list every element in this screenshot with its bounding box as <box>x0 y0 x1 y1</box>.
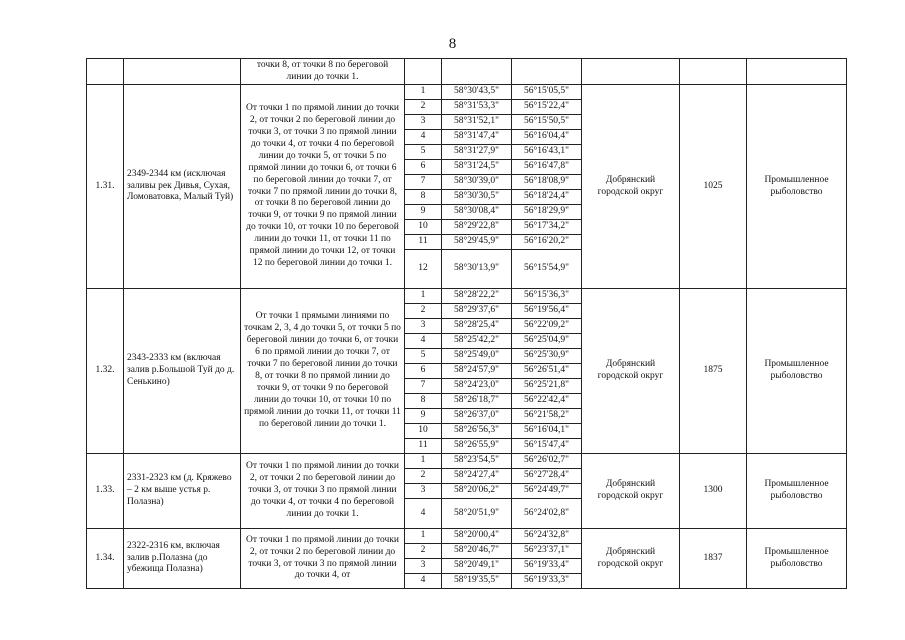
area-value: 1875 <box>680 289 747 454</box>
longitude: 56°22'42,4" <box>512 394 582 409</box>
latitude: 58°20'49,1" <box>442 559 512 574</box>
purpose: Промышленное рыболовство <box>747 289 847 454</box>
table-row <box>87 529 847 544</box>
longitude: 56°25'04,9" <box>512 334 582 349</box>
boundary-description-cell: точки 8, от точки 8 по береговой линии до точки 1. <box>241 59 405 85</box>
longitude: 56°25'30,9" <box>512 349 582 364</box>
longitude: 56°18'08,9" <box>512 175 582 190</box>
district: Добрянский городской округ <box>582 454 680 529</box>
longitude: 56°25'21,8" <box>512 379 582 394</box>
latitude: 58°28'25,4" <box>442 319 512 334</box>
latitude: 58°31'53,3" <box>442 100 512 115</box>
latitude: 58°29'45,9" <box>442 235 512 250</box>
point-number: 3 <box>405 484 442 499</box>
longitude: 56°18'29,9" <box>512 205 582 220</box>
purpose: Промышленное рыболовство <box>747 529 847 589</box>
point-number: 8 <box>405 394 442 409</box>
point-number: 2 <box>405 544 442 559</box>
point-number: 11 <box>405 439 442 454</box>
district: Добрянский городской округ <box>582 529 680 589</box>
section-number: 1.31. <box>87 85 124 289</box>
point-number: 5 <box>405 349 442 364</box>
page-number: 8 <box>448 36 457 52</box>
point-number: 3 <box>405 319 442 334</box>
latitude: 58°20'51,9" <box>442 499 512 529</box>
purpose: Промышленное рыболовство <box>747 85 847 289</box>
purpose: Промышленное рыболовство <box>747 454 847 529</box>
point-number: 5 <box>405 145 442 160</box>
longitude: 56°19'56,4" <box>512 304 582 319</box>
latitude: 58°24'57,9" <box>442 364 512 379</box>
section-number: 1.33. <box>87 454 124 529</box>
purpose-cell <box>747 59 847 85</box>
section-location: 2322-2316 км, включая залив р.Полазна (до убежища Полазна) <box>124 529 241 589</box>
latitude: 58°20'00,4" <box>442 529 512 544</box>
point-number: 9 <box>405 205 442 220</box>
fishing-areas-table <box>86 58 847 589</box>
latitude: 58°28'22,2" <box>442 289 512 304</box>
longitude: 56°19'33,3" <box>512 574 582 589</box>
point-number: 1 <box>405 529 442 544</box>
latitude: 58°30'43,5" <box>442 85 512 100</box>
latitude-cell <box>442 59 512 85</box>
point-number: 7 <box>405 379 442 394</box>
latitude: 58°29'37,6" <box>442 304 512 319</box>
point-number-cell <box>405 59 442 85</box>
point-number: 12 <box>405 250 442 289</box>
boundary-description: От точки 1 по прямой линии до точки 2, от точки 2 по береговой линии до точки 3, от точки 3 по прямой линии до точки 4, от <box>241 529 405 589</box>
longitude: 56°24'02,8" <box>512 499 582 529</box>
section-number: 1.32. <box>87 289 124 454</box>
point-number: 10 <box>405 424 442 439</box>
latitude: 58°31'27,9" <box>442 145 512 160</box>
longitude: 56°24'49,7" <box>512 484 582 499</box>
district: Добрянский городской округ <box>582 289 680 454</box>
latitude: 58°25'42,2" <box>442 334 512 349</box>
point-number: 4 <box>405 499 442 529</box>
boundary-description: От точки 1 прямыми линиями по точкам 2, 3, 4 до точки 5, от точки 5 по береговой линии до точки 6, от точки 6 по прямой линии до точки 7, от точки 7 по береговой линии до точки 8, от точки 8 по прямой линии до точки 9, от точки 9 по береговой линии до точки 10, от точки 10 по прямой линии до точки 11, от точки 11 по береговой линии до точки 1. <box>241 289 405 454</box>
longitude: 56°15'36,3" <box>512 289 582 304</box>
longitude: 56°16'43,1" <box>512 145 582 160</box>
longitude: 56°15'54,9" <box>512 250 582 289</box>
location-cell <box>124 59 241 85</box>
longitude: 56°21'58,2" <box>512 409 582 424</box>
latitude: 58°30'13,9" <box>442 250 512 289</box>
latitude: 58°20'06,2" <box>442 484 512 499</box>
point-number: 2 <box>405 304 442 319</box>
point-number: 2 <box>405 100 442 115</box>
longitude: 56°16'20,2" <box>512 235 582 250</box>
point-number: 3 <box>405 559 442 574</box>
point-number: 2 <box>405 469 442 484</box>
latitude: 58°26'37,0" <box>442 409 512 424</box>
point-number: 1 <box>405 289 442 304</box>
point-number: 4 <box>405 334 442 349</box>
latitude: 58°24'27,4" <box>442 469 512 484</box>
point-number: 4 <box>405 130 442 145</box>
longitude: 56°15'47,4" <box>512 439 582 454</box>
longitude: 56°19'33,4" <box>512 559 582 574</box>
point-number: 1 <box>405 454 442 469</box>
latitude: 58°19'35,5" <box>442 574 512 589</box>
area-value: 1300 <box>680 454 747 529</box>
continuation-row <box>87 59 847 85</box>
point-number: 1 <box>405 85 442 100</box>
boundary-description: От точки 1 по прямой линии до точки 2, от точки 2 по береговой линии до точки 3, от точки 3 по прямой линии до точки 4, от точки 4 по береговой линии до точки 5, от точки 5 по прямой линии до точки 6, от точки 6 по береговой линии до точки 7, от точки 7 по прямой линии до точки 8, от точки 8 по береговой линии до точки 9, от точки 9 по прямой линии до точки 10, от точки 10 по береговой линии до точки 11, от точки 11 по прямой линии до точки 12, от точки 12 по береговой линии до точки 1. <box>241 85 405 289</box>
longitude: 56°16'04,4" <box>512 130 582 145</box>
longitude: 56°15'22,4" <box>512 100 582 115</box>
point-number: 4 <box>405 574 442 589</box>
table-row <box>87 85 847 100</box>
longitude: 56°24'32,8" <box>512 529 582 544</box>
table-row <box>87 289 847 304</box>
district: Добрянский городской округ <box>582 85 680 289</box>
point-number: 11 <box>405 235 442 250</box>
latitude: 58°31'24,5" <box>442 160 512 175</box>
point-number: 3 <box>405 115 442 130</box>
latitude: 58°23'54,5" <box>442 454 512 469</box>
section-number-cell <box>87 59 124 85</box>
latitude: 58°26'56,3" <box>442 424 512 439</box>
latitude: 58°30'30,5" <box>442 190 512 205</box>
section-location: 2349-2344 км (исключая заливы рек Дивья, Сухая, Ломоватовка, Малый Туй) <box>124 85 241 289</box>
latitude: 58°25'49,0" <box>442 349 512 364</box>
longitude: 56°22'09,2" <box>512 319 582 334</box>
latitude: 58°20'46,7" <box>442 544 512 559</box>
longitude: 56°17'34,2" <box>512 220 582 235</box>
latitude: 58°26'18,7" <box>442 394 512 409</box>
longitude: 56°26'51,4" <box>512 364 582 379</box>
section-number: 1.34. <box>87 529 124 589</box>
latitude: 58°26'55,9" <box>442 439 512 454</box>
longitude: 56°16'47,8" <box>512 160 582 175</box>
point-number: 7 <box>405 175 442 190</box>
longitude: 56°15'50,5" <box>512 115 582 130</box>
longitude: 56°23'37,1" <box>512 544 582 559</box>
point-number: 10 <box>405 220 442 235</box>
longitude: 56°26'02,7" <box>512 454 582 469</box>
area-value: 1837 <box>680 529 747 589</box>
section-location: 2343-2333 км (включая залив р.Большой Туй до д. Сенькино) <box>124 289 241 454</box>
district-cell <box>582 59 680 85</box>
table-row <box>87 454 847 469</box>
latitude: 58°24'23,0" <box>442 379 512 394</box>
latitude: 58°29'22,8" <box>442 220 512 235</box>
longitude: 56°16'04,1" <box>512 424 582 439</box>
longitude: 56°15'05,5" <box>512 85 582 100</box>
point-number: 6 <box>405 364 442 379</box>
latitude: 58°30'39,0" <box>442 175 512 190</box>
area-value: 1025 <box>680 85 747 289</box>
longitude: 56°27'28,4" <box>512 469 582 484</box>
point-number: 6 <box>405 160 442 175</box>
latitude: 58°31'47,4" <box>442 130 512 145</box>
point-number: 9 <box>405 409 442 424</box>
longitude-cell <box>512 59 582 85</box>
latitude: 58°31'52,1" <box>442 115 512 130</box>
latitude: 58°30'08,4" <box>442 205 512 220</box>
area-cell <box>680 59 747 85</box>
section-location: 2331-2323 км (д. Кряжево – 2 км выше устья р. Полазна) <box>124 454 241 529</box>
boundary-description: От точки 1 по прямой линии до точки 2, от точки 2 по береговой линии до точки 3, от точки 3 по прямой линии до точки 4, от точки 4 по береговой линии до точки 1. <box>241 454 405 529</box>
longitude: 56°18'24,4" <box>512 190 582 205</box>
point-number: 8 <box>405 190 442 205</box>
